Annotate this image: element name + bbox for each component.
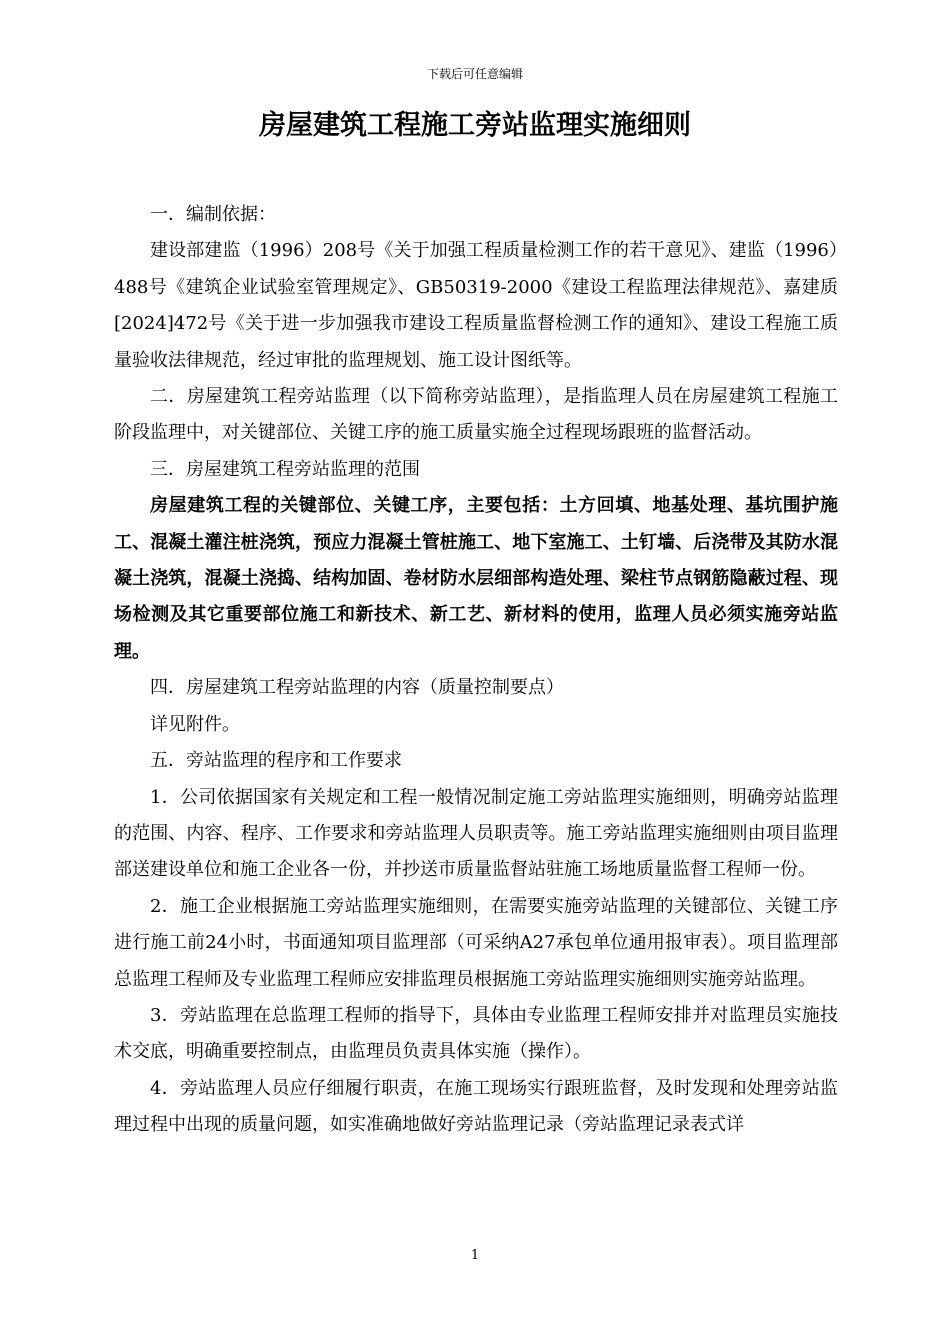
paragraph-basis: 建设部建监（1996）208号《关于加强工程质量检测工作的若干意见》、建监（1996）488号《建筑企业试验室管理规定》、GB50319-2000《建设工程监理法律规范》、嘉建质[2024]472号《关于进一步加强我市建设工程质量监督检测工作的通知》、建设工程施工质量验收法律规范，经过审批的监理规划、施工设计图纸等。	[114, 240, 838, 371]
paragraph-item-1: 1．公司依据国家有关规定和工程一般情况制定施工旁站监理实施细则，明确旁站监理的范围、内容、程序、工作要求和旁站监理人员职责等。施工旁站监理实施细则由项目监理部送建设单位和施工企业各一份，并抄送市质量监督站驻施工场地质量监督工程师一份。	[114, 786, 838, 881]
paragraph-see-attachment: 详见附件。	[150, 713, 240, 735]
paragraph-item-4: 4．旁站监理人员应仔细履行职责，在施工现场实行跟班监督，及时发现和处理旁站监理过程中出现的质量问题，如实准确地做好旁站监理记录（旁站监理记录表式详	[114, 1077, 838, 1136]
section-heading-content: 四．房屋建筑工程旁站监理的内容（质量控制要点）	[150, 677, 564, 699]
section-heading-basis: 一．编制依据：	[150, 204, 276, 225]
paragraph-item-2: 2．施工企业根据施工旁站监理实施细则，在需要实施旁站监理的关键部位、关键工序进行施工前24小时，书面通知项目监理部（可采纳A27承包单位通用报审表）。项目监理部总监理工程师及专业监理工程师应安排监理员根据施工旁站监理实施细则实施旁站监理。	[114, 895, 838, 990]
document-title: 房屋建筑工程施工旁站监理实施细则	[259, 110, 691, 141]
page-number: 1	[470, 1248, 480, 1263]
section-heading-scope: 三．房屋建筑工程旁站监理的范围	[150, 458, 420, 480]
section-heading-procedure: 五．旁站监理的程序和工作要求	[150, 750, 402, 772]
header-note: 下载后可任意编辑	[426, 67, 523, 81]
paragraph-definition: 二．房屋建筑工程旁站监理（以下简称旁站监理），是指监理人员在房屋建筑工程施工阶段监理中，对关键部位、关键工序的施工质量实施全过程现场跟班的监督活动。	[114, 386, 838, 444]
paragraph-scope: 房屋建筑工程的关键部位、关键工序，主要包括：土方回填、地基处理、基坑围护施工、混凝土灌注桩浇筑，预应力混凝土管桩施工、地下室施工、土钉墙、后浇带及其防水混凝土浇筑，混凝土浇捣、结构加固、卷材防水层细部构造处理、梁柱节点钢筋隐蔽过程、现场检测及其它重要部位施工和新技术、新工艺、新材料的使用，监理人员必须实施旁站监理。	[114, 495, 838, 662]
paragraph-item-3: 3．旁站监理在总监理工程师的指导下，具体由专业监理工程师安排并对监理员实施技术交底，明确重要控制点，由监理员负责具体实施（操作）。	[114, 1004, 838, 1063]
document-body	[114, 197, 838, 1144]
